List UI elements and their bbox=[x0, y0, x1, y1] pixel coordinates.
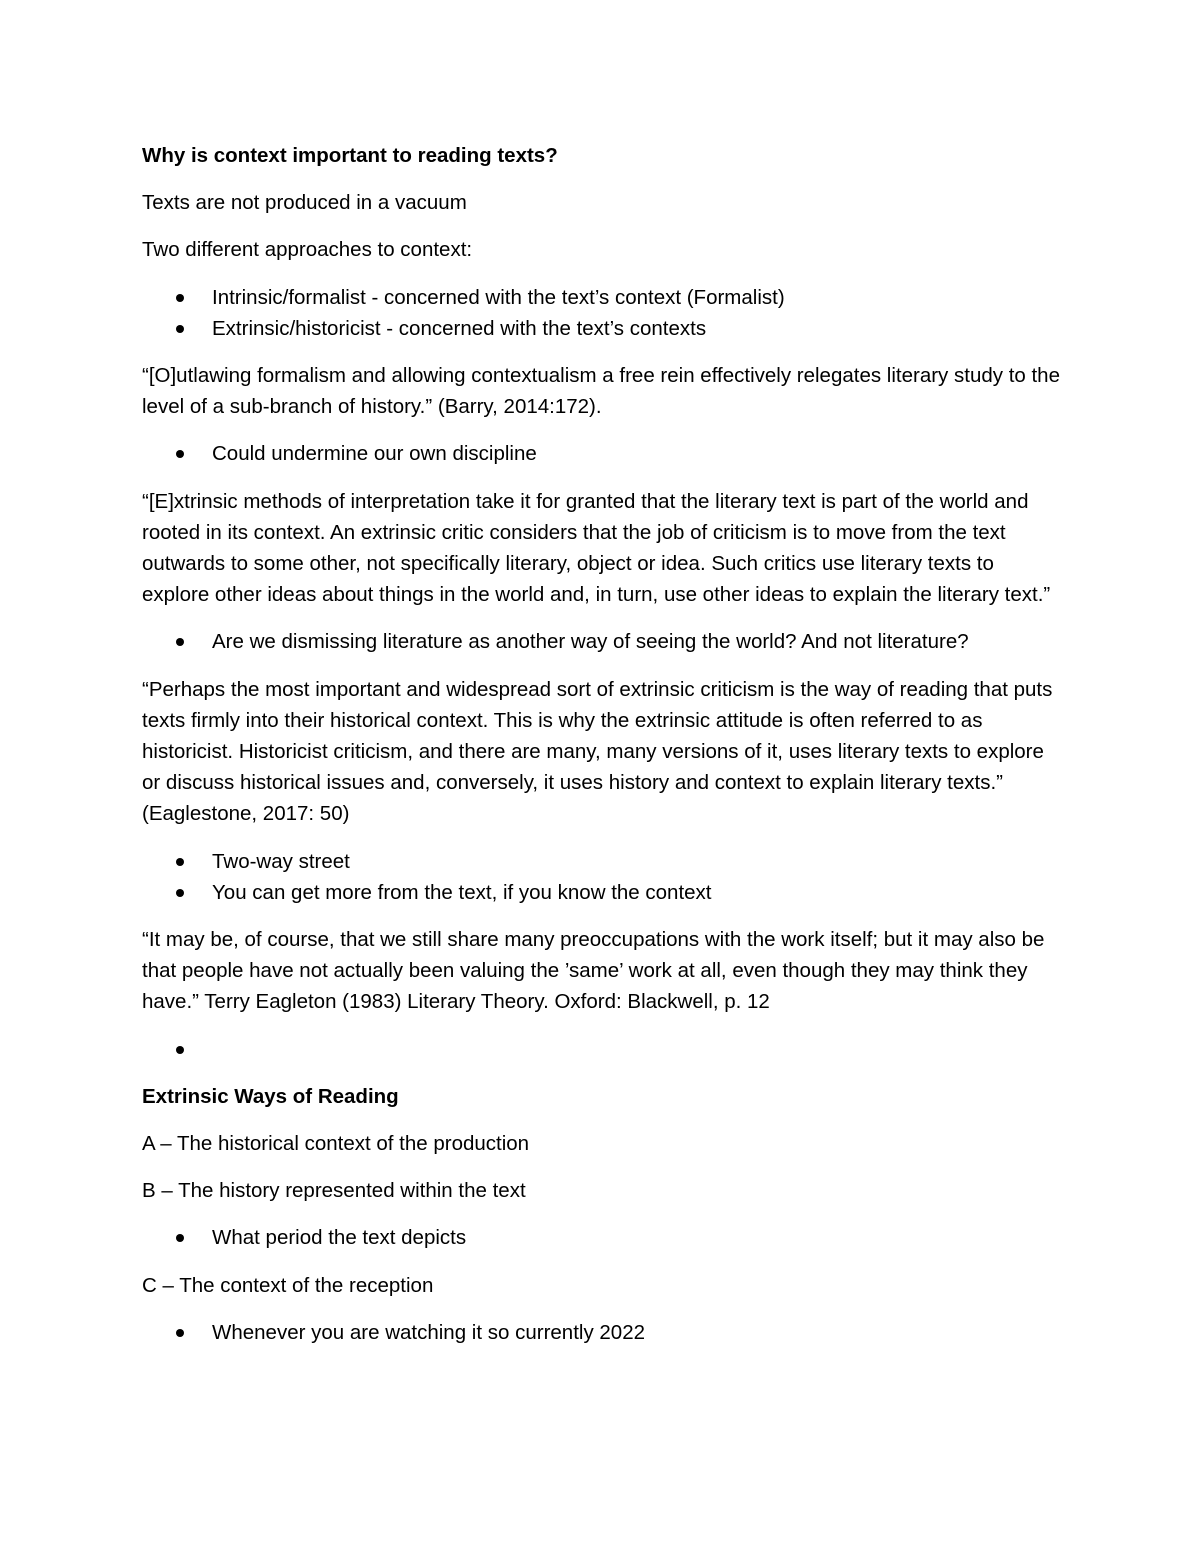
point-c-notes bbox=[142, 1317, 1062, 1348]
list-item: Intrinsic/formalist - concerned with the text’s context (Formalist) bbox=[142, 282, 1062, 313]
list-item: Are we dismissing literature as another way of seeing the world? And not literature? bbox=[142, 626, 1062, 657]
list-item: What period the text depicts bbox=[142, 1222, 1062, 1253]
quote-eaglestone-notes bbox=[142, 846, 1062, 908]
empty-list-item bbox=[142, 1034, 1062, 1065]
empty-list bbox=[142, 1034, 1062, 1065]
approaches-list bbox=[142, 282, 1062, 344]
paragraph-vacuum: Texts are not produced in a vacuum bbox=[142, 191, 467, 215]
quote-eaglestone: “Perhaps the most important and widespread sort of extrinsic criticism is the way of reading that puts texts firmly into their historical context. This is why the extrinsic attitude is often referred to as historicist. Historicist criticism, and there are many, many versions of it, uses literary texts to explore or discuss historical issues and, conversely, it uses history and context to explain literary texts.” (Eaglestone, 2017: 50) bbox=[142, 677, 1053, 826]
quote-eagleton: “It may be, of course, that we still share many preoccupations with the work itself; but it may also be that people have not actually been valuing the ’same’ work at all, even though they may think they have.” Terry Eagleton (1983) Literary Theory. Oxford: Blackwell, p. 12 bbox=[142, 928, 1045, 1014]
point-b: B – The history represented within the text bbox=[142, 1179, 526, 1203]
point-c: C – The context of the reception bbox=[142, 1273, 434, 1297]
quote-extrinsic-methods: “[E]xtrinsic methods of interpretation take it for granted that the literary text is part of the world and rooted in its context. An extrinsic critic considers that the job of criticism is to move from the text outwards to some other, not specifically literary, object or idea. Such critics use literary texts to explore other ideas about things in the world and, in turn, use other ideas to explain the literary text.” bbox=[142, 489, 1051, 607]
section-heading-extrinsic: Extrinsic Ways of Reading bbox=[142, 1084, 399, 1108]
list-item: You can get more from the text, if you know the context bbox=[142, 877, 1062, 908]
document-page bbox=[142, 140, 1062, 1364]
list-item: Whenever you are watching it so currently 2022 bbox=[142, 1317, 1062, 1348]
section-heading-context: Why is context important to reading texts? bbox=[142, 144, 558, 167]
list-item: Could undermine our own discipline bbox=[142, 438, 1062, 469]
list-item: Two-way street bbox=[142, 846, 1062, 877]
paragraph-two-approaches: Two different approaches to context: bbox=[142, 238, 473, 262]
quote-barry: “[O]utlawing formalism and allowing contextualism a free rein effectively relegates literary study to the level of a sub-branch of history.” (Barry, 2014:172). bbox=[142, 364, 1060, 419]
point-a: A – The historical context of the production bbox=[142, 1132, 530, 1156]
point-b-notes bbox=[142, 1222, 1062, 1253]
quote-extrinsic-notes bbox=[142, 626, 1062, 657]
list-item: Extrinsic/historicist - concerned with the text’s contexts bbox=[142, 313, 1062, 344]
quote-barry-notes bbox=[142, 438, 1062, 469]
